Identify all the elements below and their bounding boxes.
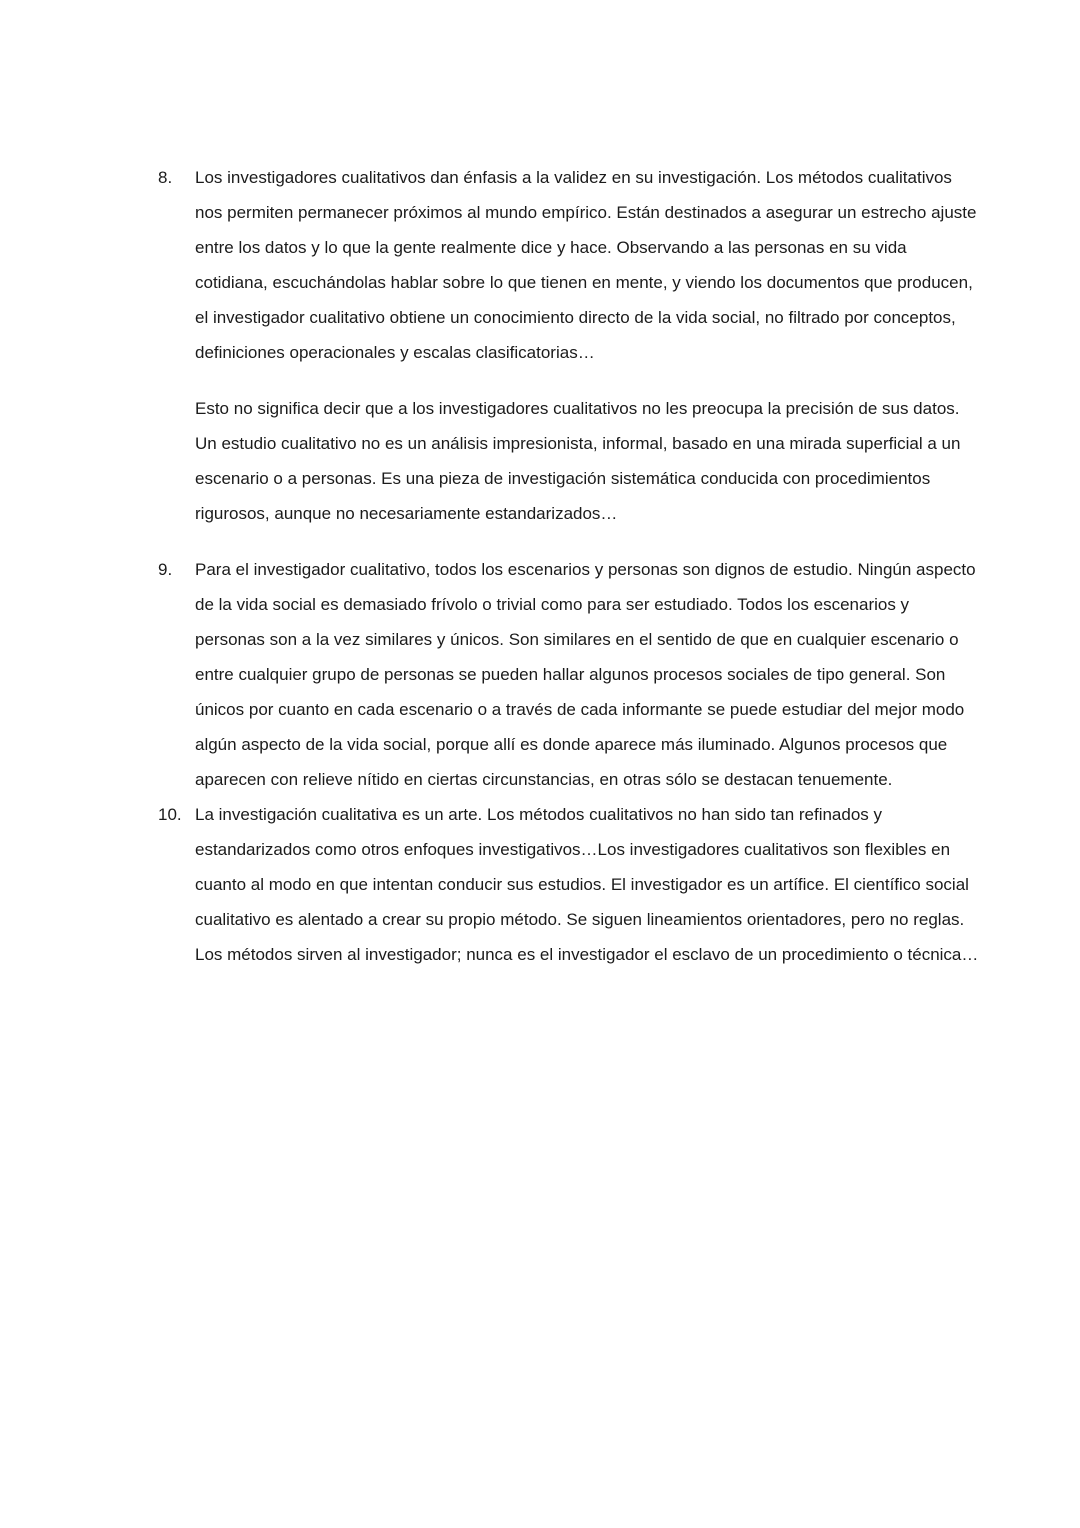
list-item-8-number: 8.: [158, 168, 173, 187]
list-item-10: [158, 797, 980, 972]
list-item-10-body: [195, 797, 980, 972]
list-item-9-number: 9.: [158, 560, 173, 579]
list-item-8-paragraph-1: Los investigadores cualitativos dan énfasis a la validez en su investigación. Los métodos cualitativos nos permiten permanecer próximos al mundo empírico. Están destinados a asegurar un estrecho ajuste entre los datos y lo que la gente realmente dice y hace. Observando a las personas en su vida cotidiana, escuchándolas hablar sobre lo que tienen en mente, y viendo los documentos que producen, el investigador cualitativo obtiene un conocimiento directo de la vida social, no filtrado por conceptos, definiciones operacionales y escalas clasificatorias…: [195, 168, 977, 362]
document-content: [158, 160, 980, 972]
list-item-8-body: [195, 160, 980, 531]
list-item-10-paragraph-1: La investigación cualitativa es un arte. Los métodos cualitativos no han sido tan refinados y estandarizados como otros enfoques investigativos…Los investigadores cualitativos son flexibles en cuanto al modo en que intentan conducir sus estudios. El investigador es un artífice. El científico social cualitativo es alentado a crear su propio método. Se siguen lineamientos orientadores, pero no reglas. Los métodos sirven al investigador; nunca es el investigador el esclavo de un procedimiento o técnica…: [195, 805, 979, 964]
list-item-9-body: [195, 552, 980, 797]
list-item-9-paragraph-1: Para el investigador cualitativo, todos los escenarios y personas son dignos de estudio. Ningún aspecto de la vida social es demasiado frívolo o trivial como para ser estudiado. Todos los escenarios y personas son a la vez similares y únicos. Son similares en el sentido de que en cualquier escenario o entre cualquier grupo de personas se pueden hallar algunos procesos sociales de tipo general. Son únicos por cuanto en cada escenario o a través de cada informante se puede estudiar del mejor modo algún aspecto de la vida social, porque allí es donde aparece más iluminado. Algunos procesos que aparecen con relieve nítido en ciertas circunstancias, en otras sólo se destacan tenuemente.: [195, 560, 976, 789]
list-item-10-number: 10.: [158, 805, 182, 824]
list-item-9: [158, 552, 980, 797]
list-item-8: [158, 160, 980, 531]
list-item-8-paragraph-2: Esto no significa decir que a los investigadores cualitativos no les preocupa la precisión de sus datos. Un estudio cualitativo no es un análisis impresionista, informal, basado en una mirada superficial a un escenario o a personas. Es una pieza de investigación sistemática conducida con procedimientos rigurosos, aunque no necesariamente estandarizados…: [195, 399, 961, 523]
